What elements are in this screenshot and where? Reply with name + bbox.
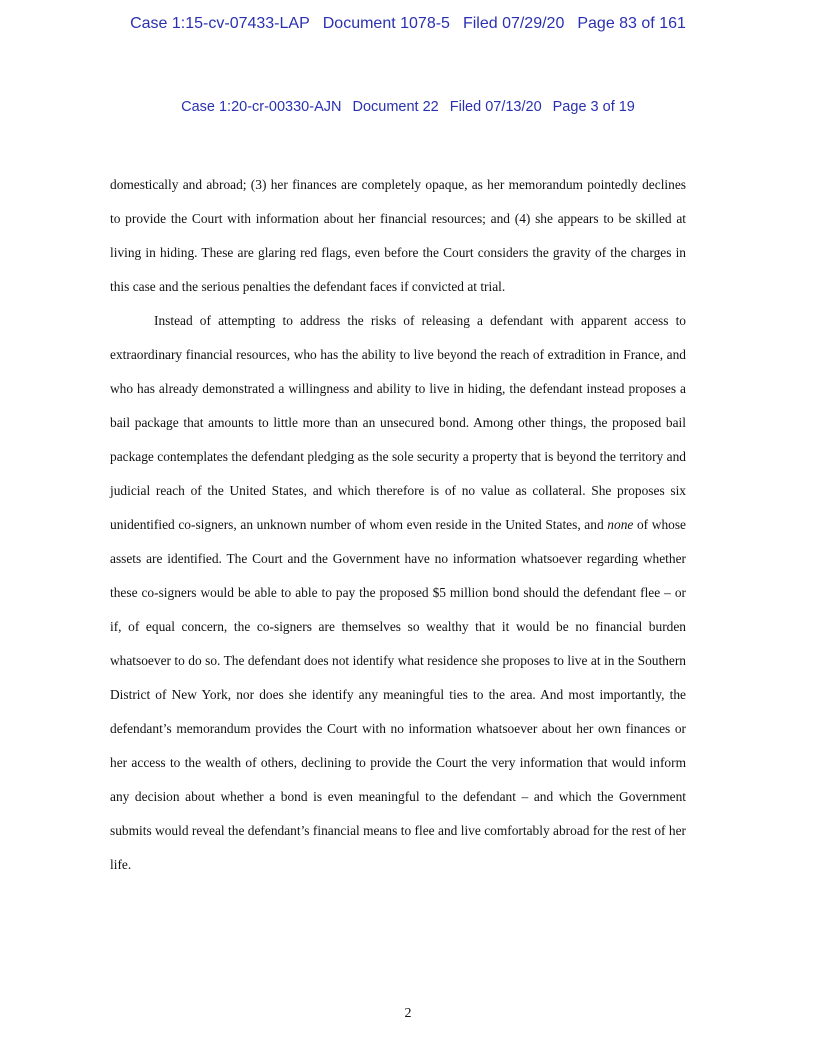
inner-filing-header xyxy=(0,98,816,116)
inner-document-number: Document 22 xyxy=(352,99,439,115)
inner-filed-date: Filed 07/13/20 xyxy=(449,99,542,115)
outer-case-number: Case 1:15-cv-07433-LAP xyxy=(130,15,310,32)
paragraph-text: of whose assets are identified. The Court and the Government have no information whatsoever regarding whether these co-signers would be able to able to pay the proposed $5 million bond should the defendant flee – or if, of equal concern, the co-signers are themselves so wealthy that it would be no financial burden whatsoever to do so. The defendant does not identify what residence she proposes to live at in the Southern District of New York, nor does she identify any meaningful ties to the area. And most importantly, the defendant’s memorandum provides the Court with no information whatsoever about her own finances or her access to the wealth of others, declining to provide the Court the very information that would inform any decision about whether a bond is even meaningful to the defendant – and which the Government submits would reveal the defendant’s financial means to flee and live comfortably abroad for the rest of her life. xyxy=(110,517,686,872)
outer-page-count: Page 83 of 161 xyxy=(577,15,686,32)
outer-document-number: Document 1078-5 xyxy=(322,15,450,32)
body-paragraph: domestically and abroad; (3) her finances are completely opaque, as her memorandum pointedly declines to provide the Court with information about her financial resources; and (4) she appears to be skilled at living in hiding. These are glaring red flags, even before the Court considers the gravity of the charges in this case and the serious penalties the defendant faces if convicted at trial. xyxy=(110,177,686,294)
outer-filing-header xyxy=(0,14,816,34)
inner-page-count: Page 3 of 19 xyxy=(552,99,635,115)
document-body xyxy=(110,168,686,882)
emphasized-word: none xyxy=(607,517,634,532)
outer-filed-date: Filed 07/29/20 xyxy=(462,15,565,32)
page-number: 2 xyxy=(404,1006,412,1021)
paragraph-text: Instead of attempting to address the risks of releasing a defendant with apparent access to extraordinary financial resources, who has the ability to live beyond the reach of extradition in France, and who has already demonstrated a willingness and ability to live in hiding, the defendant instead proposes a bail package that amounts to little more than an unsecured bond. Among other things, the proposed bail package contemplates the defendant pledging as the sole security a property that is beyond the territory and judicial reach of the United States, and which therefore is of no value as collateral. She proposes six unidentified co-signers, an unknown number of whom even reside in the United States, and xyxy=(110,313,686,532)
inner-case-number: Case 1:20-cr-00330-AJN xyxy=(181,99,342,115)
body-paragraph xyxy=(110,304,686,882)
